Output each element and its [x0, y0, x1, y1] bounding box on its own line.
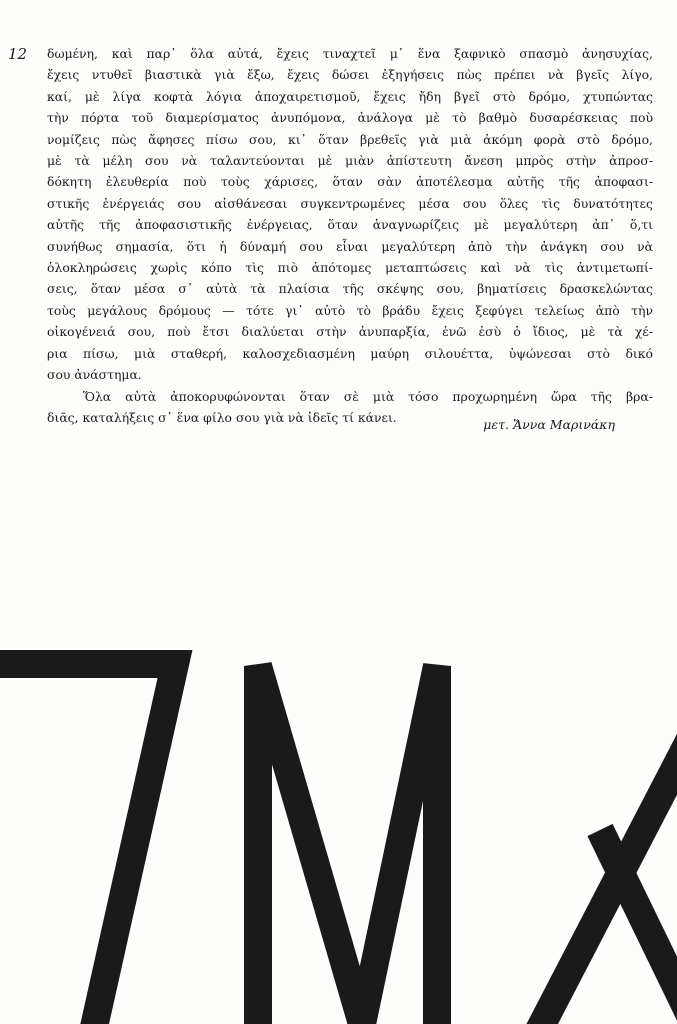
text-line: αὐτῆς τῆς ἀποφασιστικῆς ἐνέργειας, ὅταν ἀναγνωρίζεις μὲ μεγαλύτερη ἀπ᾿ ὅ,τι: [47, 217, 653, 233]
text-line: συνήθως σημασία, ὅτι ἡ δύναμή σου εἶναι μεγαλύτερη ἀπὸ τὴν ἀνάγκη σου νὰ: [47, 238, 653, 254]
text-line: οἰκογένειά σου, ποὺ ἔτσι διαλύεται στὴν ἀνυπαρξία, ἐνῶ ἐσὺ ὁ ἴδιος, μὲ τὰ χέ-: [47, 324, 653, 340]
text-line: ἔχεις ντυθεῖ βιαστικὰ γιὰ ἔξω, ἔχεις δώσει ἐξηγήσεις πὼς πρέπει νὰ βγεῖς λίγο,: [47, 67, 653, 83]
text-line: Ὅλα αὐτὰ ἀποκορυφώνονται ὅταν σὲ μιὰ τόσο προχωρημένη ὥρα τῆς βρα-: [83, 388, 653, 404]
text-line: καί, μὲ λίγα κοφτὰ λόγια ἀποχαιρετισμοῦ, ἔχεις ἤδη βγεῖ στὸ δρόμο, χτυπώντας: [47, 88, 653, 104]
text-line: μὲ τὰ μέλη σου νὰ ταλαντεύονται μὲ μιὰν ἀπίστευτη ἄνεση μπρὸς στὴν ἀπροσ-: [47, 153, 653, 169]
text-line: δόκητη ἐλευθερία ποὺ τοὺς χάρισες, ὅταν σὰν ἀποτέλεσμα αὐτῆς τῆς ἀποφασι-: [47, 174, 653, 190]
text-line: στικῆς ἐνέργειάς σου αἰσθάνεσαι συγκεντρωμένες μέσα σου ὅλες τὶς δυνατότητες: [47, 195, 653, 211]
text-line: ὁλοκληρώσεις χωρὶς κόπο τὶς πιὸ ἀπότομες μεταπτώσεις καὶ νὰ τὶς ἀντιμετωπί-: [47, 260, 653, 276]
body-text: [47, 43, 653, 428]
text-line: νομίζεις πὼς ἄφησες πίσω σου, κι᾿ ὅταν βρεθεῖς γιὰ μιὰ ἀκόμη φορὰ στὸ δρόμο,: [47, 131, 653, 147]
text-line: σεις, ὅταν μέσα σ᾿ αὐτὰ τὰ πλαίσια τῆς σκέψης σου, βηματίσεις δρασκελώντας: [47, 281, 653, 297]
znx-logo: [0, 640, 677, 1024]
page-number: 12: [8, 45, 28, 63]
text-line: ρια πίσω, μιὰ σταθερή, καλοσχεδιασμένη μαύρη σιλουέττα, ὑψώνεσαι στὸ δικό: [47, 345, 653, 361]
text-line: δωμένη, καὶ παρ᾿ ὅλα αὐτά, ἔχεις τιναχτεῖ μ᾿ ἕνα ξαφνικὸ σπασμὸ ἀνησυχίας,: [47, 46, 653, 61]
logo-glyph-n: [258, 666, 437, 1024]
text-line: διᾶς, καταλήξεις σ᾿ ἕνα φίλο σου γιὰ νὰ ἰδεῖς τί κάνει.: [47, 409, 397, 425]
paragraph-1: [47, 43, 653, 386]
text-line: σου ἀνάστημα.: [47, 367, 142, 383]
translator-credit: μετ. Ἄννα Μαρινάκη: [483, 417, 615, 432]
text-line: τὴν πόρτα τοῦ διαμερίσματος ἀνυπόμονα, ἀνάλογα μὲ τὸ βαθμὸ δυσαρέσκειας ποὺ: [47, 110, 653, 126]
text-line: τοὺς μεγάλους δρόμους — τότε γι᾿ αὐτὸ τὸ βράδυ ἔχεις ξεφύγει τελείως ἀπὸ τὴν: [47, 302, 653, 318]
logo-glyph-x: [536, 720, 677, 1024]
logo-glyph-z: [0, 664, 175, 1024]
